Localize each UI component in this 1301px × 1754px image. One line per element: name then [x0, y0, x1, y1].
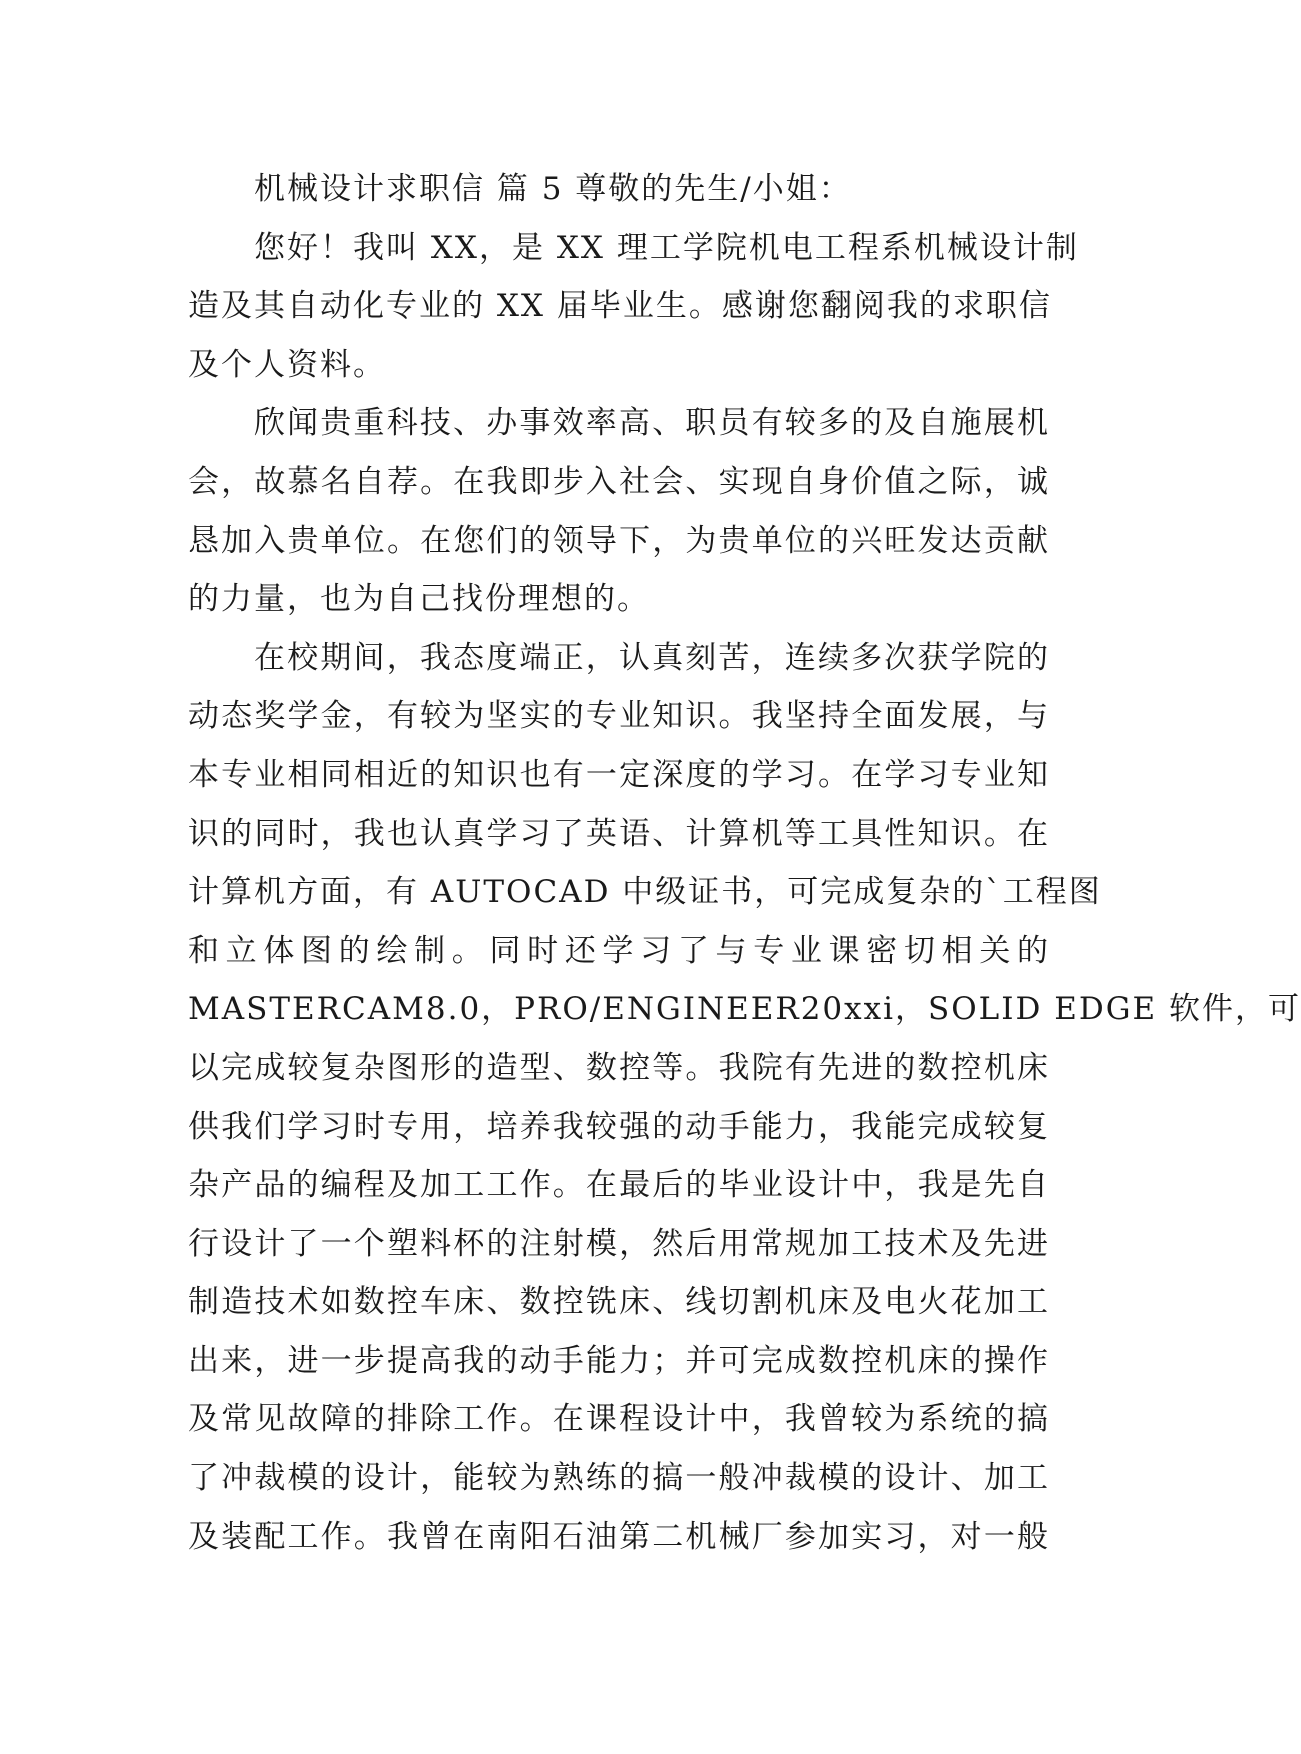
paragraph-line: 恳加入贵单位。在您们的领导下，为贵单位的兴旺发达贡献 — [188, 522, 1050, 559]
paragraph-line: 欣闻贵重科技、办事效率高、职员有较多的及自施展机 — [254, 405, 1050, 442]
paragraph-line: 本专业相同相近的知识也有一定深度的学习。在学习专业知 — [188, 756, 1050, 793]
paragraph-line: 您好！我叫 XX，是 XX 理工学院机电工程系机械设计制 — [254, 229, 1079, 266]
letter-heading-line: 机械设计求职信 篇 5 尊敬的先生/小姐： — [254, 171, 852, 207]
paragraph-line: 动态奖学金，有较为坚实的专业知识。我坚持全面发展，与 — [188, 698, 1050, 735]
paragraph-line: 在校期间，我态度端正，认真刻苦，连续多次获学院的 — [254, 639, 1050, 676]
paragraph-line: 和立体图的绘制。同时还学习了与专业课密切相关的 — [188, 932, 1050, 969]
paragraph-line: 识的同时，我也认真学习了英语、计算机等工具性知识。在 — [188, 815, 1050, 852]
paragraph-line: 制造技术如数控车床、数控铣床、线切割机床及电火花加工 — [188, 1284, 1050, 1321]
paragraph-line: 行设计了一个塑料杯的注射模，然后用常规加工技术及先进 — [188, 1225, 1050, 1262]
paragraph-line: 造及其自动化专业的 XX 届毕业生。感谢您翻阅我的求职信 — [188, 288, 1052, 325]
paragraph-line: 供我们学习时专用，培养我较强的动手能力，我能完成较复 — [188, 1108, 1050, 1145]
paragraph-line: 的力量，也为自己找份理想的。 — [188, 581, 650, 618]
letter-body — [188, 160, 1301, 1566]
paragraph-line: 及个人资料。 — [188, 346, 386, 383]
paragraph-line: 会，故慕名自荐。在我即步入社会、实现自身价值之际，诚 — [188, 463, 1050, 500]
paragraph-line: MASTERCAM8.0，PRO/ENGINEER20xxi，SOLID EDGE 软件，可 — [188, 991, 1301, 1028]
paragraph-line: 计算机方面，有 AUTOCAD 中级证书，可完成复杂的`工程图 — [188, 874, 1102, 911]
paragraph-line: 及常见故障的排除工作。在课程设计中，我曾较为系统的搞 — [188, 1401, 1050, 1438]
paragraph-line: 杂产品的编程及加工工作。在最后的毕业设计中，我是先自 — [188, 1167, 1050, 1204]
paragraph-line: 以完成较复杂图形的造型、数控等。我院有先进的数控机床 — [188, 1049, 1050, 1086]
paragraph-line: 及装配工作。我曾在南阳石油第二机械厂参加实习，对一般 — [188, 1518, 1050, 1555]
paragraph-line: 了冲裁模的设计，能较为熟练的搞一般冲裁模的设计、加工 — [188, 1460, 1050, 1497]
paragraph-line: 出来，进一步提高我的动手能力；并可完成数控机床的操作 — [188, 1342, 1050, 1379]
